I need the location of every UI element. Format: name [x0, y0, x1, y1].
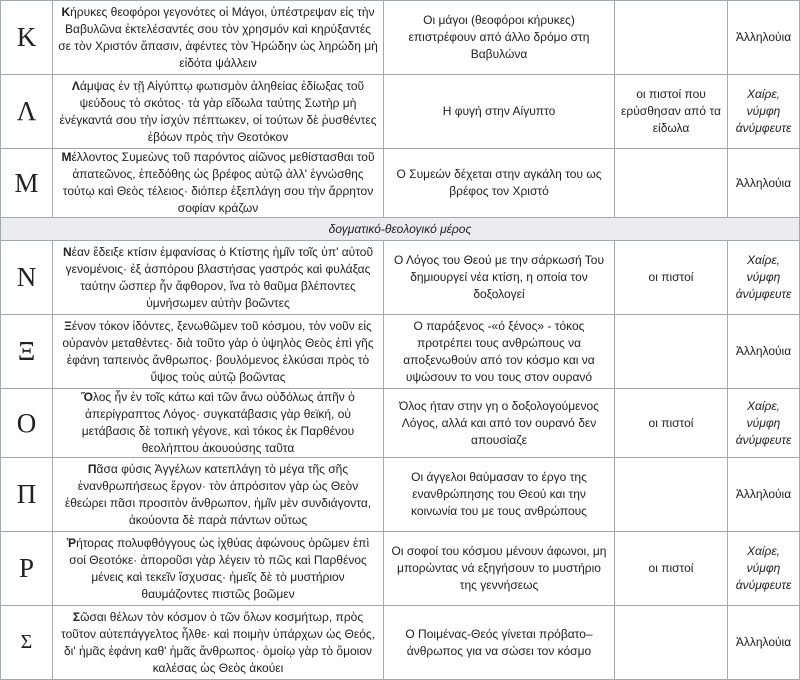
original-text-cell [53, 75, 384, 149]
initial-letter: Μ [61, 150, 72, 164]
refrain-cell: Χαίρε, νύμφη ἀνύμφευτε [728, 389, 800, 458]
stanza-letter: Ο [1, 389, 53, 458]
summary-cell: Όλος ήταν στην γη ο δοξολογούμενος Λόγος, αλλά και από τον ουρανό δεν απουσίαζε [384, 389, 615, 458]
section-header-row [1, 218, 800, 241]
speaker-cell: οι πιστοί που ερύσθησαν από τα είδωλα [615, 75, 728, 149]
original-text-cell [53, 241, 384, 315]
original-text: έλλοντος Συμεὼνς τοῦ παρόντος αἰῶνος μεθίστασθαι τοῦ ἀπατεῶνος, ἐπεδόθης ὡς βρέφος αὐτῷ ἀλλ' ἐγνώσθης τούτῳ καὶ Θεὸς τέλειος· διόπερ ἐξεπλάγη σου τὴν ἄρρητον σοφίαν κράζων [62, 150, 375, 215]
stanza-letter: Σ [1, 606, 53, 680]
stanza-letter: Μ [1, 149, 53, 218]
table-row [1, 1, 800, 75]
stanza-letter: Ξ [1, 315, 53, 389]
original-text: έαν ἔδειξε κτίσιν ἐμφανίσας ὁ Κτίστης ἡμῖν τοῖς ὑπ' αὐτοῦ γενομένοις· ἐξ ἀσπόρου βλαστήσας γαστρός καὶ φυλάξας ταύτην ὥσπερ ἦν ἄφθορον, ἵνα τὸ θαῦμα βλέποντες ὑμνήσωμεν αὐτὴν βοῶντες [65, 244, 374, 310]
table-row [1, 532, 800, 606]
initial-letter: Κ [61, 4, 71, 19]
summary-cell: Ο παράξενος -«ό ξένος» - τόκος προτρέπει τους ανθρώπους να αποξενωθούν από τον κόσμο και να υψώσουν το νου τους στον ουρανό [384, 315, 615, 389]
speaker-cell [615, 149, 728, 218]
table-row [1, 315, 800, 389]
initial-letter: Ῥ [66, 535, 77, 550]
stanza-letter: Π [1, 458, 53, 532]
table-row [1, 75, 800, 149]
refrain-cell: Ἀλληλούια [728, 606, 800, 680]
summary-cell: Οι άγγελοι θαύμασαν το έργο της ενανθρώπησης του Θεού και την κοινωνία του με τους ανθρώπους [384, 458, 615, 532]
speaker-cell [615, 458, 728, 532]
speaker-cell [615, 1, 728, 75]
original-text: ήρυκες θεοφόροι γεγονότες οἱ Μάγοι, ὑπέστρεψαν εἰς τὴν Βαβυλῶνα ἐκτελέσαντές σου τὸν χρησμόν καὶ κηρύξαντές σε τὸν Χριστόν ἅπασιν, ἀφέντες τὸν Ἡρώδην ὡς ληρώδη μὴ εἰδότα ψάλλειν [58, 4, 378, 70]
original-text-cell [53, 149, 384, 218]
table-row [1, 606, 800, 680]
table-row [1, 389, 800, 458]
original-text-cell [53, 606, 384, 680]
initial-letter: Π [87, 461, 97, 476]
refrain-cell: Χαίρε, νύμφη ἀνύμφευτε [728, 532, 800, 606]
original-text-cell [53, 1, 384, 75]
table-row [1, 149, 800, 218]
original-text-cell [53, 315, 384, 389]
summary-cell: Ο Συμεών δέχεται στην αγκάλη του ως βρέφος τον Χριστό [384, 149, 615, 218]
summary-cell: Οι μάγοι (θεοφόροι κήρυκες) επιστρέφουν από άλλο δρόμο στη Βαβυλώνα [384, 1, 615, 75]
initial-letter: Λ [71, 78, 80, 93]
stanza-letter: Λ [1, 75, 53, 149]
initial-letter: Ὅ [81, 390, 93, 404]
original-text-cell [53, 458, 384, 532]
original-text: ήτορας πολυφθόγγους ὡς ἰχθύας ἀφώνους ὁρῶμεν ἐπὶ σοί Θεοτόκε· ἀποροῦσι γὰρ λέγειν τὸ πῶς καὶ Παρθένος μένεις καὶ τεκεῖν ἴσχυσας· ἡμεῖς δὲ τὸ μυστήριον θαυμάζοντες πιστῶς βοῶμεν [69, 535, 370, 601]
speaker-cell [615, 606, 728, 680]
refrain-cell: Χαίρε, νύμφη ἀνύμφευτε [728, 75, 800, 149]
refrain-cell: Ἀλληλούια [728, 149, 800, 218]
summary-cell: Ο Ποιμένας-Θεός γίνεται πρόβατο–άνθρωπος για να σώσει τον κόσμο [384, 606, 615, 680]
refrain-cell: Ἀλληλούια [728, 1, 800, 75]
refrain-cell: Ἀλληλούια [728, 315, 800, 389]
original-text: ένον τόκον ἰδόντες, ξενωθῶμεν τοῦ κόσμου, τὸν νοῦν εἰς οὐρανὸν μεταθέντες· διὰ τοῦτο γὰρ ὁ ὑψηλὸς Θεὸς ἐπὶ γῆς ἐφάνη ταπεινὸς ἄνθρωπος· βουλόμενος ἑλκύσαι πρὸς τὸ ὕψος τοὺς αὐτῷ βοῶντας [62, 318, 374, 384]
refrain-cell: Χαίρε, νύμφη ἀνύμφευτε [728, 241, 800, 315]
stanza-letter: Ρ [1, 532, 53, 606]
original-text: άμψας ἐν τῇ Αἰγύπτῳ φωτισμὸν ἀληθείας ἐδίωξας τοῦ ψεύδους τὸ σκότος· τὰ γὰρ εἴδωλα ταύτης Σωτὴρ μὴ ἐνέγκαντά σου τὴν ἰσχύν πέπτωκεν, οἱ τούτων δὲ ῥυσθέντες ἐβόων πρὸς τὴν Θεοτόκον [59, 78, 377, 144]
initial-letter: Ξ [64, 318, 72, 333]
speaker-cell: οι πιστοί [615, 241, 728, 315]
stanza-letter: Κ [1, 1, 53, 75]
original-text: ᾶσα φύσις Ἀγγέλων κατεπλάγη τὸ μέγα τῆς σῆς ἐνανθρωπήσεως ἔργον· τὸν ἀπρόσιτον γὰρ ὡς Θεὸν ἐθεώρει πᾶσι προσιτὸν ἄνθρωπον, ἡμῖν μὲν συνδιάγοντα, ἀκούοντα δὲ παρὰ πάντων οὕτως [64, 461, 372, 527]
summary-cell: Ο Λόγος του Θεού με την σάρκωσή Του δημιουργεί νέα κτίση, η οποία τον δοξολογεί [384, 241, 615, 315]
table-row [1, 458, 800, 532]
hymn-table-body [1, 1, 800, 680]
speaker-cell: οι πιστοί [615, 389, 728, 458]
original-text-cell [53, 532, 384, 606]
section-header: δογματικό-θεολογικό μέρος [1, 218, 800, 241]
summary-cell: Η φυγή στην Αίγυπτο [384, 75, 615, 149]
summary-cell: Οι σοφοί του κόσμου μένουν άφωνοι, μη μπορώντας νά εξηγήσουν το μυστήριο της γεννήσεως [384, 532, 615, 606]
refrain-cell: Ἀλληλούια [728, 458, 800, 532]
original-text: λος ἦν ἐν τοῖς κάτω καὶ τῶν ἄνω οὐδόλως ἀπῆν ὁ ἀπερίγραπτος Λόγος· συγκατάβασις γὰρ θεϊκή, οὐ μετάβασις δὲ τοπικὴ γέγονε, καὶ τόκος ἐκ Παρθένου θεολήπτου ἀκουούσης ταῦτα [81, 390, 355, 455]
original-text-cell [53, 389, 384, 458]
initial-letter: Ν [62, 244, 72, 259]
speaker-cell [615, 315, 728, 389]
original-text: ῶσαι θέλων τὸν κόσμον ὁ τῶν ὅλων κοσμήτωρ, πρὸς τοῦτον αὐτεπάγγελτος ἦλθε· καὶ ποιμὴν ὑπάρχων ὡς Θεός, δι' ἡμᾶς ἐφάνη καθ' ἡμᾶς ἄνθρωπος· ὁμοίῳ γὰρ τὸ ὅμοιον καλέσας ὡς Θεὸς ἀκούει [61, 609, 375, 675]
table-row [1, 241, 800, 315]
initial-letter: Σ [72, 609, 81, 624]
speaker-cell: οι πιστοί [615, 532, 728, 606]
stanza-letter: Ν [1, 241, 53, 315]
